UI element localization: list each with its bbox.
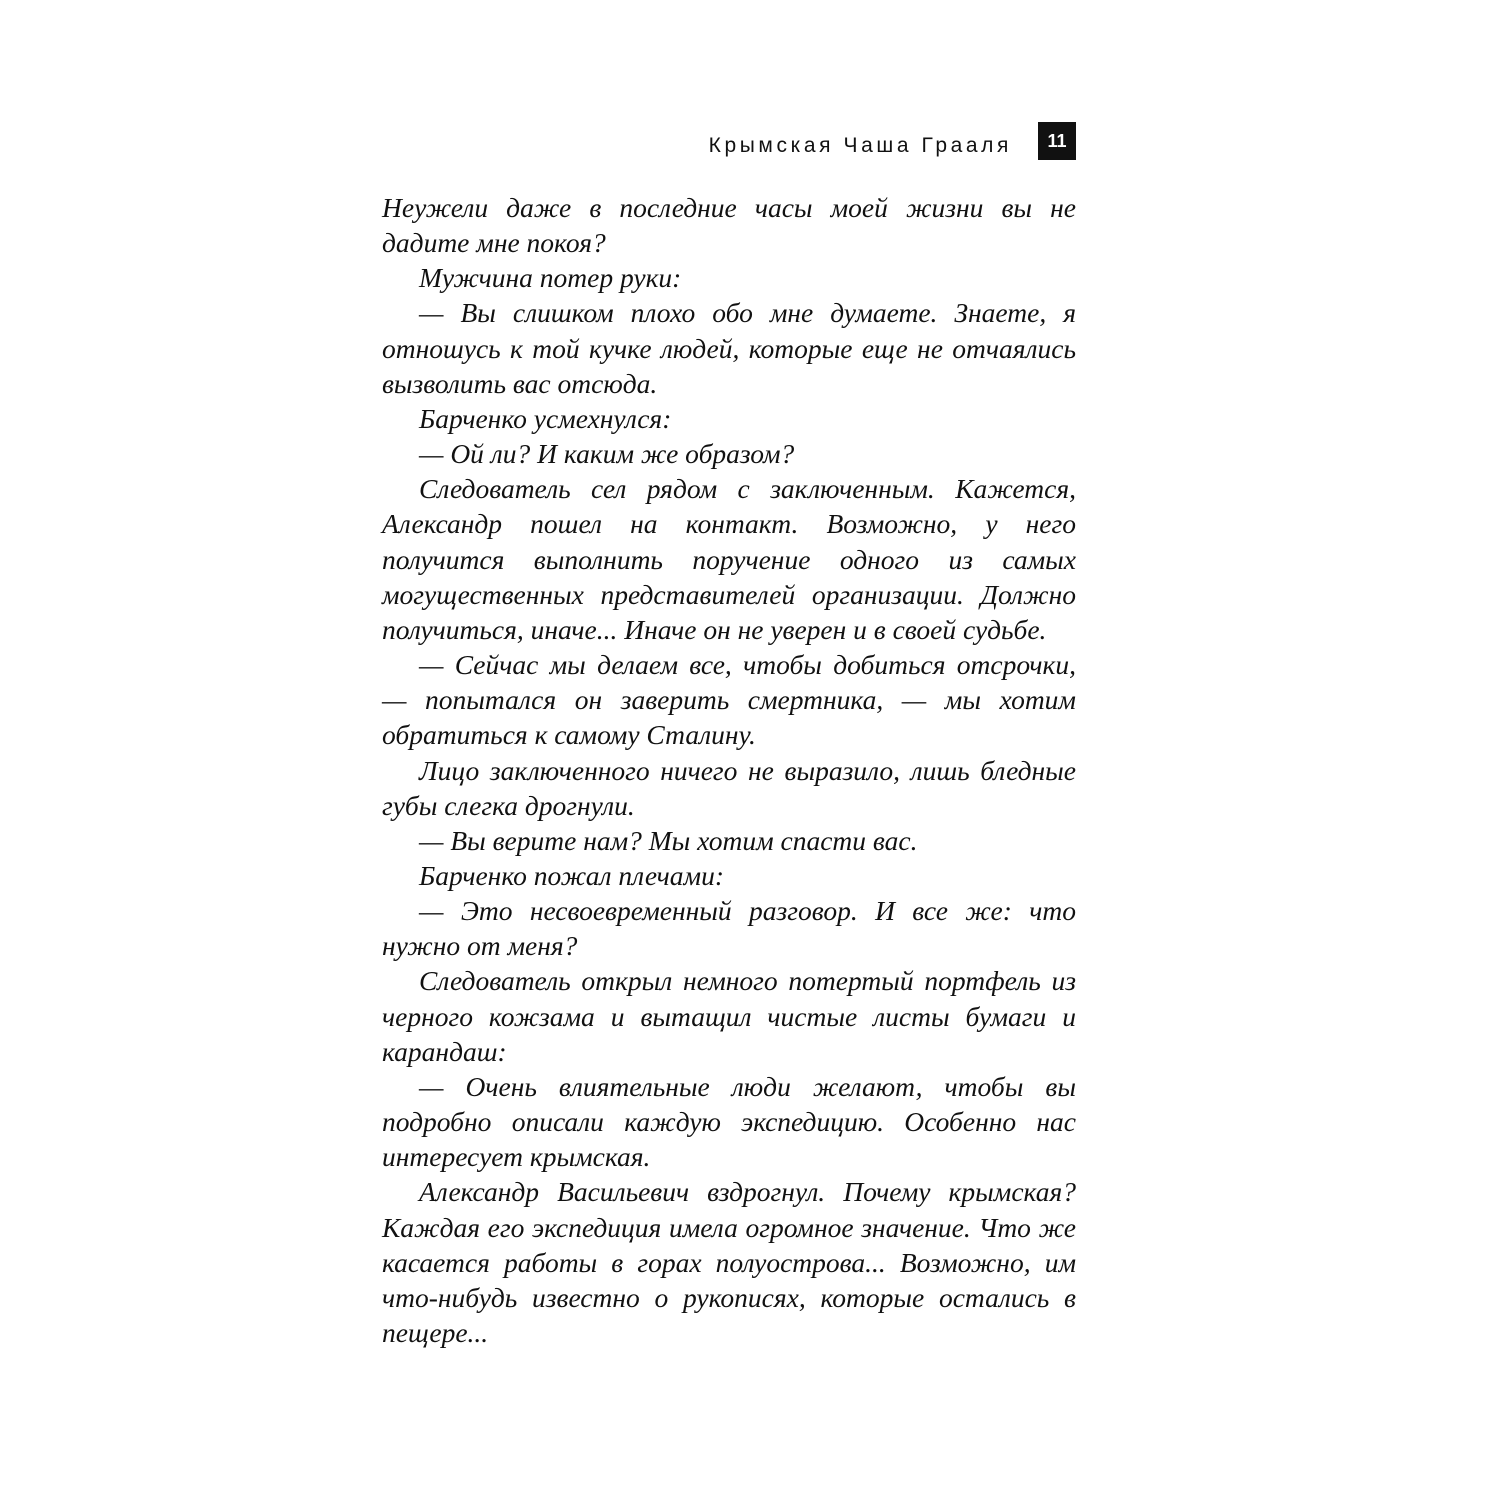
paragraph: — Это несвоевременный разговор. И все же: что нужно от меня?: [382, 895, 1076, 962]
paragraph: Мужчина потер руки:: [419, 262, 682, 294]
page-number-badge: 11: [1038, 122, 1076, 160]
body-text: [382, 190, 1076, 1350]
paragraph: Неужели даже в последние часы моей жизни вы не дадите мне покоя?: [382, 192, 1076, 259]
paragraph: — Ой ли? И каким же образом?: [419, 438, 795, 470]
running-head-title: Крымская Чаша Грааля: [708, 134, 1012, 157]
paragraph: Следователь открыл немного потертый портфель из черного кожзама и вытащил чистые листы бумаги и карандаш:: [382, 965, 1076, 1067]
paragraph: — Очень влиятельные люди желают, чтобы вы подробно описали каждую экспедицию. Особенно нас интересует крымская.: [382, 1070, 1076, 1173]
paragraph: Барченко усмехнулся:: [419, 402, 672, 434]
paragraph: Лицо заключенного ничего не выразило, лишь бледные губы слегка дрогнули.: [382, 754, 1076, 821]
paragraph: — Вы слишком плохо обо мне думаете. Знаете, я отношусь к той кучке людей, которые еще не отчаялись вызволить вас отсюда.: [382, 297, 1076, 399]
paragraph: Александр Васильевич вздрогнул. Почему крымская? Каждая его экспедиция имела огромное значение. Что же касается работы в горах полуострова... Возможно, им что-нибудь известно о рукописях, которые остались в пещере...: [382, 1176, 1076, 1348]
paragraph: — Сейчас мы делаем все, чтобы добиться отсрочки, — попытался он заверить смертника, — мы хотим обратиться к самому Сталину.: [382, 649, 1076, 751]
paragraph: Следователь сел рядом с заключенным. Кажется, Александр пошел на контакт. Возможно, у него получится выполнить поручение одного из самых могущественных представителей организации. Должно получиться, иначе... Иначе он не уверен и в своей судьбе.: [382, 473, 1076, 645]
paragraph: Барченко пожал плечами:: [419, 859, 725, 891]
paragraph: — Вы верите нам? Мы хотим спасти вас.: [419, 824, 918, 856]
